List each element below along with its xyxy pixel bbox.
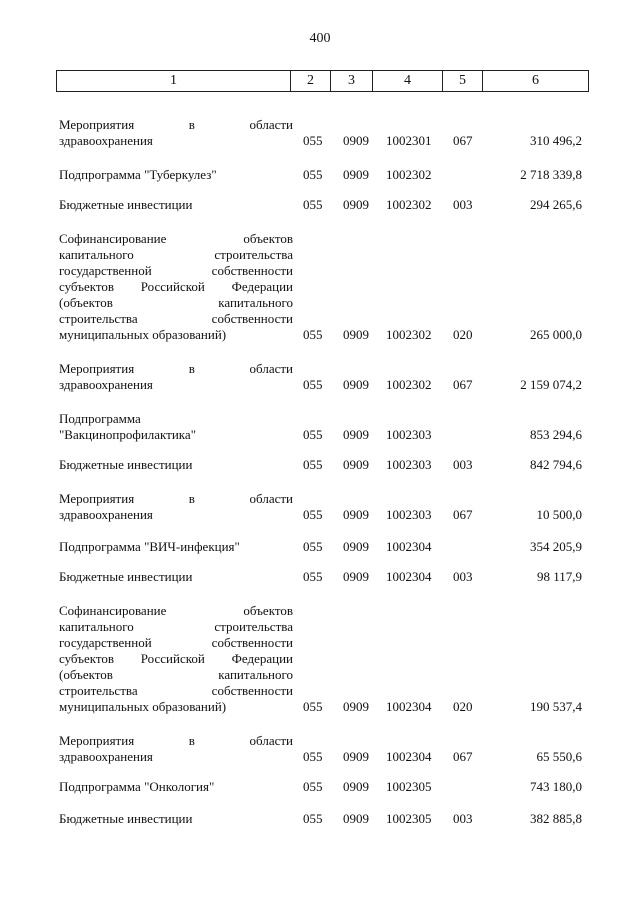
table-row (56, 569, 588, 585)
row-amount: 294 265,6 (530, 197, 582, 212)
row-description-line: строительства собственности (59, 311, 293, 326)
budget-rows (56, 101, 588, 827)
column-header-2: 2 (291, 71, 331, 92)
row-description-line: Мероприятия в области (59, 361, 293, 376)
row-expense-type: 067 (453, 507, 473, 522)
table-row (56, 167, 588, 183)
row-ministry-code: 055 (303, 507, 323, 522)
row-section-code: 0909 (343, 749, 369, 764)
row-ministry-code: 055 (303, 427, 323, 442)
row-target-code: 1002304 (386, 569, 432, 584)
row-description (59, 779, 293, 795)
row-amount: 354 205,9 (530, 539, 582, 554)
row-amount: 842 794,6 (530, 457, 582, 472)
row-expense-type: 003 (453, 811, 473, 826)
row-ministry-code: 055 (303, 749, 323, 764)
row-ministry-code: 055 (303, 779, 323, 794)
row-amount: 10 500,0 (536, 507, 582, 522)
row-section-code: 0909 (343, 377, 369, 392)
row-ministry-code: 055 (303, 699, 323, 714)
row-expense-type: 067 (453, 133, 473, 148)
column-header-table (56, 70, 589, 92)
row-description-line: Подпрограмма "Онкология" (59, 779, 215, 794)
table-row (56, 603, 588, 715)
row-description (59, 457, 293, 473)
row-target-code: 1002304 (386, 749, 432, 764)
table-row (56, 491, 588, 523)
row-expense-type: 003 (453, 569, 473, 584)
table-row (56, 457, 588, 473)
row-section-code: 0909 (343, 457, 369, 472)
row-ministry-code: 055 (303, 377, 323, 392)
row-description (59, 117, 293, 149)
row-description (59, 603, 293, 715)
row-section-code: 0909 (343, 811, 369, 826)
row-section-code: 0909 (343, 197, 369, 212)
row-amount: 853 294,6 (530, 427, 582, 442)
row-amount: 98 117,9 (536, 569, 582, 584)
row-description (59, 811, 293, 827)
row-description-line: субъектов Российской Федерации (59, 651, 293, 666)
row-expense-type: 020 (453, 327, 473, 342)
row-ministry-code: 055 (303, 457, 323, 472)
row-expense-type: 067 (453, 377, 473, 392)
row-description-line: Бюджетные инвестиции (59, 569, 193, 584)
row-description-line: Бюджетные инвестиции (59, 811, 193, 826)
row-description (59, 231, 293, 343)
row-target-code: 1002302 (386, 377, 432, 392)
row-target-code: 1002305 (386, 811, 432, 826)
row-expense-type: 020 (453, 699, 473, 714)
row-description-line: Подпрограмма (59, 411, 141, 426)
row-description-line: "Вакцинопрофилактика" (59, 427, 197, 442)
table-row (56, 539, 588, 555)
row-expense-type: 003 (453, 457, 473, 472)
row-description-line: Бюджетные инвестиции (59, 197, 193, 212)
row-target-code: 1002304 (386, 539, 432, 554)
row-amount: 190 537,4 (530, 699, 582, 714)
row-description-line: Софинансирование объектов (59, 231, 293, 246)
row-section-code: 0909 (343, 507, 369, 522)
row-description (59, 539, 293, 555)
row-section-code: 0909 (343, 327, 369, 342)
row-target-code: 1002302 (386, 327, 432, 342)
row-amount: 2 159 074,2 (520, 377, 582, 392)
row-description (59, 167, 293, 183)
row-amount: 743 180,0 (530, 779, 582, 794)
row-description (59, 733, 293, 765)
row-description (59, 411, 293, 443)
row-ministry-code: 055 (303, 167, 323, 182)
row-description-line: капитального строительства (59, 619, 293, 634)
row-amount: 382 885,8 (530, 811, 582, 826)
table-row (56, 733, 588, 765)
row-target-code: 1002304 (386, 699, 432, 714)
row-description-line: капитального строительства (59, 247, 293, 262)
table-row (56, 811, 588, 827)
row-description-line: здравоохранения (59, 749, 153, 764)
row-description-line: государственной собственности (59, 635, 293, 650)
table-row (56, 411, 588, 443)
row-description-line: Мероприятия в области (59, 733, 293, 748)
row-description (59, 491, 293, 523)
row-section-code: 0909 (343, 539, 369, 554)
row-section-code: 0909 (343, 133, 369, 148)
page-number: 400 (309, 31, 331, 46)
row-amount: 65 550,6 (536, 749, 582, 764)
row-description-line: муниципальных образований) (59, 327, 227, 342)
row-section-code: 0909 (343, 699, 369, 714)
row-ministry-code: 055 (303, 197, 323, 212)
row-amount: 310 496,2 (530, 133, 582, 148)
row-description-line: здравоохранения (59, 507, 153, 522)
row-target-code: 1002301 (386, 133, 432, 148)
row-expense-type: 067 (453, 749, 473, 764)
row-ministry-code: 055 (303, 811, 323, 826)
row-section-code: 0909 (343, 779, 369, 794)
row-ministry-code: 055 (303, 133, 323, 148)
table-row (56, 117, 588, 149)
row-description-line: Бюджетные инвестиции (59, 457, 193, 472)
column-header-3: 3 (331, 71, 373, 92)
row-description-line: Мероприятия в области (59, 491, 293, 506)
row-ministry-code: 055 (303, 539, 323, 554)
row-target-code: 1002302 (386, 167, 432, 182)
row-description-line: Подпрограмма "ВИЧ-инфекция" (59, 539, 240, 554)
row-description-line: государственной собственности (59, 263, 293, 278)
row-target-code: 1002305 (386, 779, 432, 794)
row-target-code: 1002302 (386, 197, 432, 212)
row-description-line: здравоохранения (59, 133, 153, 148)
column-header-5: 5 (443, 71, 483, 92)
table-row (56, 779, 588, 795)
table-row (56, 361, 588, 393)
column-header-1: 1 (57, 71, 291, 92)
row-description-line: Подпрограмма "Туберкулез" (59, 167, 217, 182)
row-ministry-code: 055 (303, 569, 323, 584)
row-amount: 265 000,0 (530, 327, 582, 342)
row-description (59, 569, 293, 585)
table-row (56, 197, 588, 213)
row-description-line: здравоохранения (59, 377, 153, 392)
row-ministry-code: 055 (303, 327, 323, 342)
row-description-line: строительства собственности (59, 683, 293, 698)
row-description-line: (объектов капитального (59, 667, 293, 682)
row-target-code: 1002303 (386, 427, 432, 442)
row-description-line: муниципальных образований) (59, 699, 227, 714)
row-description (59, 197, 293, 213)
table-row (56, 231, 588, 343)
row-target-code: 1002303 (386, 457, 432, 472)
row-section-code: 0909 (343, 167, 369, 182)
row-target-code: 1002303 (386, 507, 432, 522)
column-header-row (57, 71, 589, 92)
row-description-line: (объектов капитального (59, 295, 293, 310)
row-section-code: 0909 (343, 427, 369, 442)
row-description-line: Софинансирование объектов (59, 603, 293, 618)
column-header-6: 6 (483, 71, 589, 92)
row-expense-type: 003 (453, 197, 473, 212)
row-amount: 2 718 339,8 (520, 167, 582, 182)
row-description (59, 361, 293, 393)
row-description-line: Мероприятия в области (59, 117, 293, 132)
row-description-line: субъектов Российской Федерации (59, 279, 293, 294)
row-section-code: 0909 (343, 569, 369, 584)
column-header-4: 4 (373, 71, 443, 92)
